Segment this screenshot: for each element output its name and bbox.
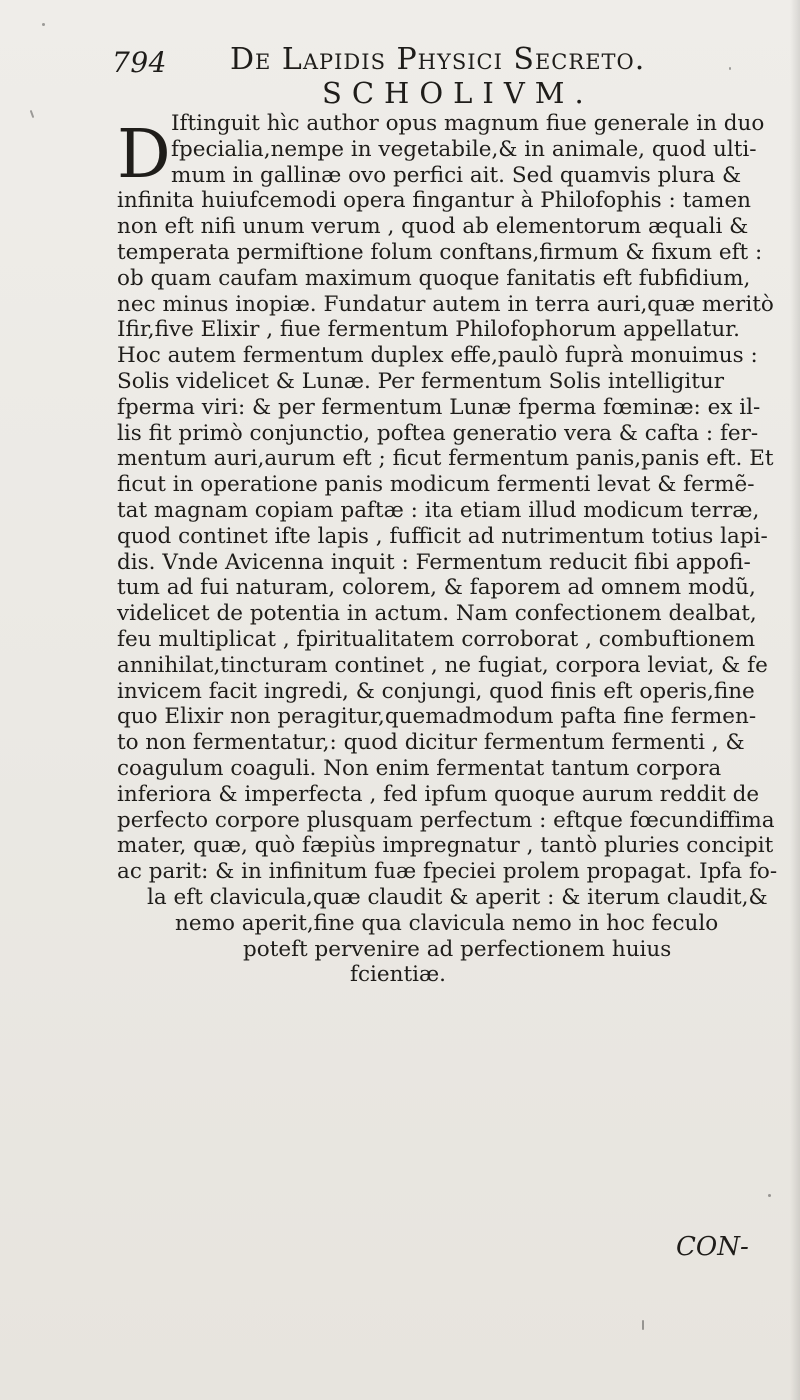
text-line: coagulum coaguli. Non enim fermentat tantum corpora	[117, 755, 722, 781]
ink-speck	[642, 1320, 644, 1330]
text-line: to non fermentatur,: quod dicitur fermentum fermenti , &	[117, 730, 745, 756]
main-text-block	[117, 111, 797, 988]
text-line: temperata permiftione folum conftans,firmum & fixum eft :	[117, 239, 763, 265]
text-line: la eft clavicula,quæ claudit & aperit : & iterum claudit,&	[147, 884, 768, 910]
drop-cap: D	[117, 115, 171, 193]
text-line: Ifir,five Elixir , fiue fermentum Philofophorum appellatur.	[117, 317, 740, 343]
ink-speck	[729, 67, 731, 70]
text-line: fperma viri: & per fermentum Lunæ fperma fœminæ: ex il-	[117, 394, 761, 420]
text-line: lis fit primò conjunctio, poftea generatio vera & cafta : fer-	[117, 420, 759, 446]
text-line: infinita huiufcemodi opera fingantur à Philofophis : tamen	[117, 188, 752, 214]
text-line: ficut in operatione panis modicum fermenti levat & fermẽ-	[117, 472, 755, 498]
text-line: mum in gallinæ ovo perfici ait. Sed quamvis plura &	[171, 162, 742, 188]
text-line: videlicet de potentia in actum. Nam confectionem dealbat,	[117, 601, 757, 627]
ink-speck	[42, 23, 45, 26]
ink-speck	[768, 1194, 771, 1197]
text-line: fpecialia,nempe in vegetabile,& in animale, quod ulti-	[171, 136, 757, 162]
text-line: invicem facit ingredi, & conjungi, quod finis eft operis,fine	[117, 678, 755, 704]
section-title: SCHOLIVM.	[322, 76, 594, 110]
text-line: nemo aperit,fine qua clavicula nemo in hoc feculo	[175, 910, 719, 936]
text-line: poteft pervenire ad perfectionem huius	[243, 936, 672, 962]
text-line: nec minus inopiæ. Fundatur autem in terra auri,quæ meritò	[117, 291, 774, 317]
text-line: annihilat,tincturam continet , ne fugiat, corpora leviat, & fe	[117, 652, 768, 678]
text-line: quo Elixir non peragitur,quemadmodum pafta fine fermen-	[117, 704, 757, 730]
page-header	[112, 38, 672, 78]
text-line: ob quam caufam maximum quoque fanitatis eft fubfidium,	[117, 265, 751, 291]
catchword: CON-	[676, 1232, 749, 1262]
text-line: mater, quæ, quò fæpiùs impregnatur , tantò pluries concipit	[117, 833, 774, 859]
text-line: fcientiæ.	[350, 962, 447, 988]
text-line: tum ad fui naturam, colorem, & faporem ad omnem modũ,	[117, 575, 756, 601]
text-line: Iftinguit hìc author opus magnum fiue generale in duo	[171, 111, 765, 136]
text-line: tat magnam copiam paftæ : ita etiam illud modicum terræ,	[117, 497, 760, 523]
page-number: 794	[112, 46, 167, 79]
running-head: De Lapidis Physici Secreto.	[230, 42, 646, 77]
text-line: dis. Vnde Avicenna inquit : Fermentum reducit fibi appofi-	[117, 549, 751, 575]
text-line: perfecto corpore plusquam perfectum : eftque fœcundiffima	[117, 807, 775, 833]
text-line: non eft nifi unum verum , quod ab elementorum æquali &	[117, 214, 749, 240]
text-line: Hoc autem fermentum duplex effe,paulò fuprà monuimus :	[117, 343, 758, 369]
text-line: inferiora & imperfecta , fed ipfum quoque aurum reddit de	[117, 781, 760, 807]
text-line: Solis videlicet & Lunæ. Per fermentum Solis intelligitur	[117, 368, 724, 394]
ink-speck	[30, 110, 35, 118]
text-line: quod continet ifte lapis , fufficit ad nutrimentum totius lapi-	[117, 523, 768, 549]
text-line: feu multiplicat , fpiritualitatem corroborat , combuftionem	[117, 626, 756, 652]
text-line: ac parit: & in infinitum fuæ fpeciei prolem propagat. Ipfa fo-	[117, 859, 778, 885]
text-line: mentum auri,aurum eft ; ficut fermentum panis,panis eft. Et	[117, 446, 774, 472]
